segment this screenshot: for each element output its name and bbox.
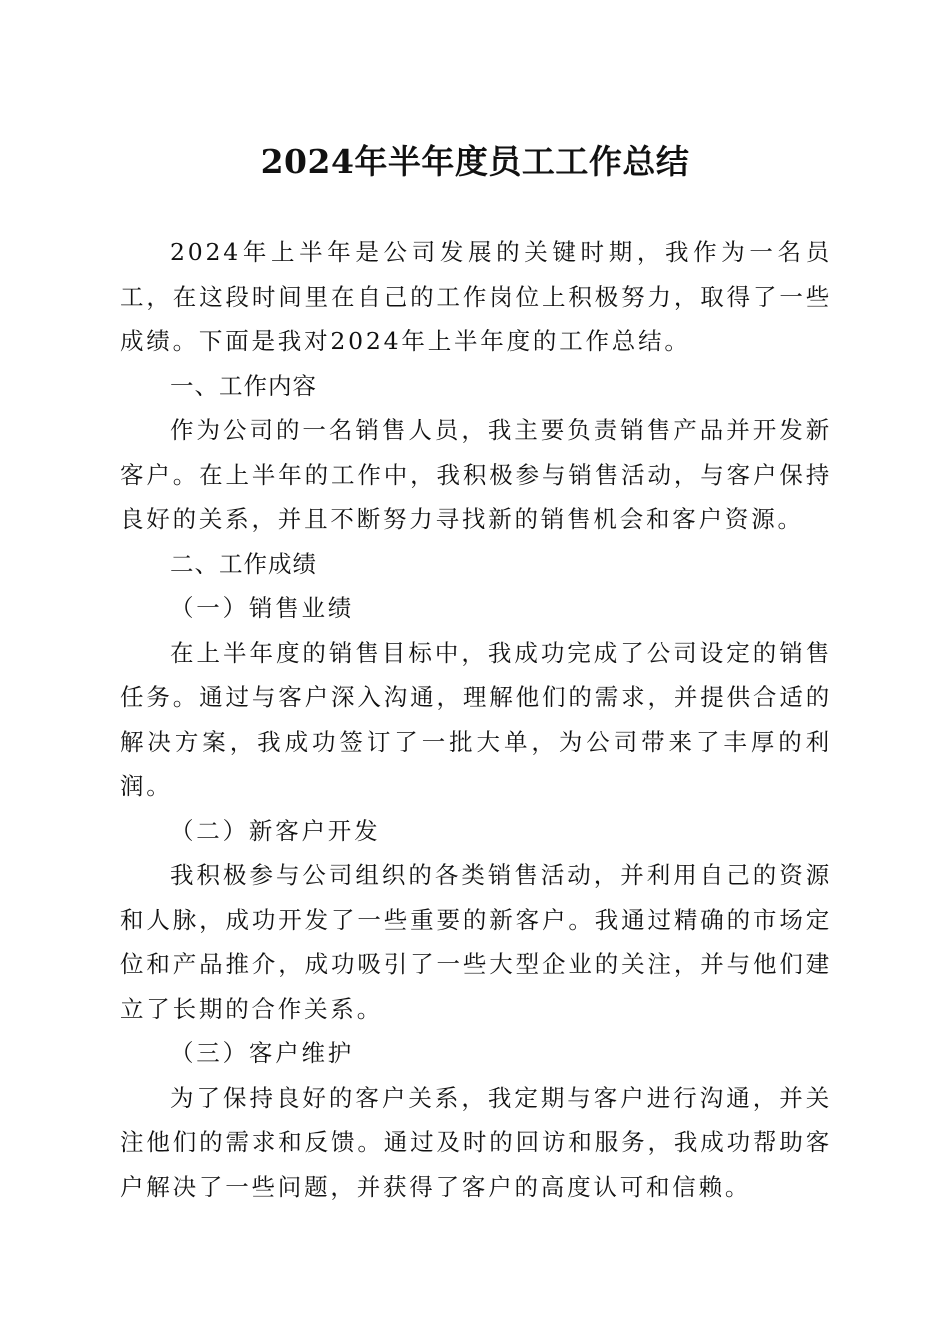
subheading-customer-maintenance: （三）客户维护 <box>170 1039 355 1067</box>
work-content-paragraph: 作为公司的一名销售人员，我主要负责销售产品并开发新客户。在上半年的工作中，我积极参与销售活动，与客户保持良好的关系，并且不断努力寻找新的销售机会和客户资源。 <box>120 416 832 533</box>
sales-performance-paragraph: 在上半年度的销售目标中，我成功完成了公司设定的销售任务。通过与客户深入沟通，理解他们的需求，并提供合适的解决方案，我成功签订了一批大单，为公司带来了丰厚的利润。 <box>120 638 832 800</box>
document-body <box>120 230 832 1209</box>
section-heading-achievements: 二、工作成绩 <box>170 549 317 578</box>
subheading-new-customers: （二）新客户开发 <box>170 816 381 845</box>
new-customers-paragraph: 我积极参与公司组织的各类销售活动，并利用自己的资源和人脉，成功开发了一些重要的新客户。我通过精确的市场定位和产品推介，成功吸引了一些大型企业的关注，并与他们建立了长期的合作关系。 <box>120 861 832 1023</box>
subheading-sales-performance: （一）销售业绩 <box>170 594 355 622</box>
section-heading-work-content: 一、工作内容 <box>170 371 317 400</box>
intro-paragraph: 2024年上半年是公司发展的关键时期，我作为一名员工，在这段时间里在自己的工作岗位上积极努力，取得了一些成绩。下面是我对2024年上半年度的工作总结。 <box>120 238 832 355</box>
document-title: 2024年半年度员工工作总结 <box>260 142 690 181</box>
customer-maintenance-paragraph: 为了保持良好的客户关系，我定期与客户进行沟通，并关注他们的需求和反馈。通过及时的回访和服务，我成功帮助客户解决了一些问题，并获得了客户的高度认可和信赖。 <box>120 1083 832 1201</box>
